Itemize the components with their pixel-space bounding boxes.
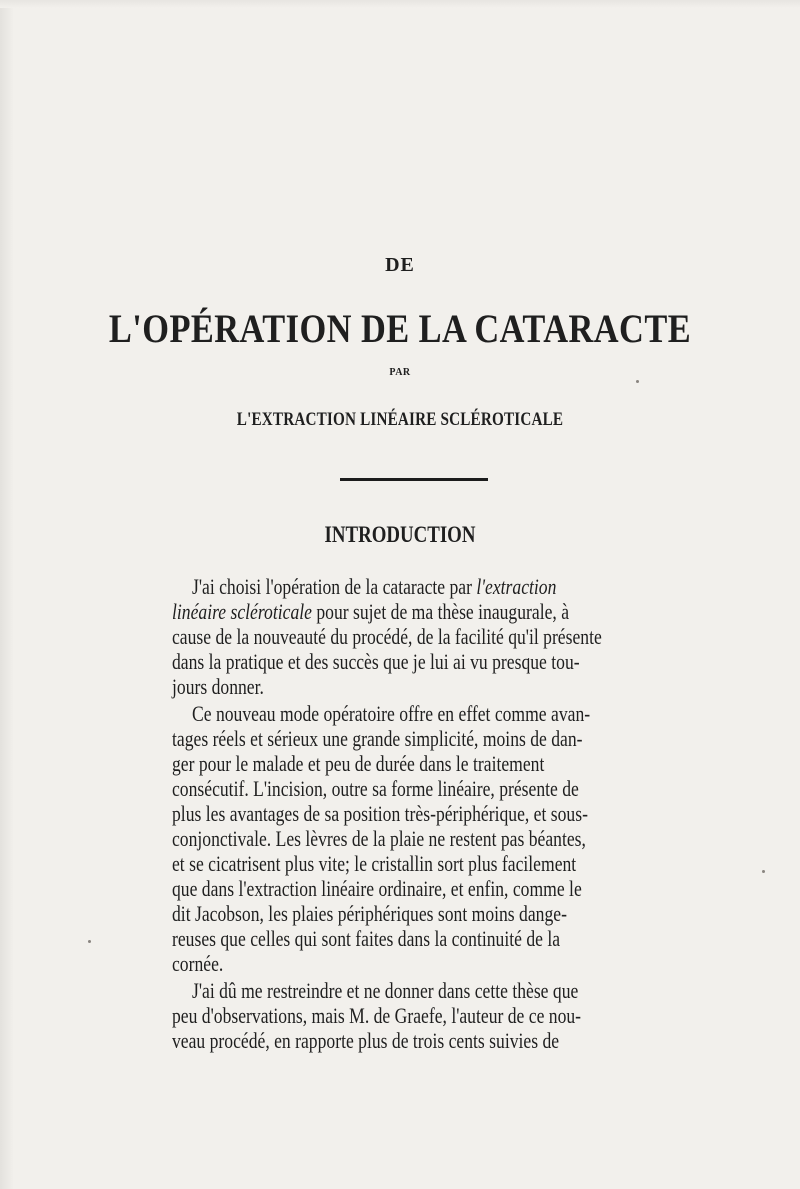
paragraph-line: veau procédé, en rapporte plus de trois cents suivies de (172, 1028, 560, 1053)
title-de: DE (385, 254, 415, 276)
paragraph-line (192, 574, 556, 600)
paragraph-line: plus les avantages de sa position très-périphérique, et sous- (172, 801, 588, 826)
paragraph-line: reuses que celles qui sont faites dans la continuité de la (172, 926, 561, 951)
title-rule (340, 478, 488, 481)
paragraph-line: cornée. (172, 951, 224, 976)
paragraph-line: conjonctivale. Les lèvres de la plaie ne restent pas béantes, (172, 826, 586, 851)
paragraph-line: dit Jacobson, les plaies périphériques sont moins dange- (172, 901, 567, 926)
paragraph-line: J'ai dû me restreindre et ne donner dans cette thèse que (192, 978, 579, 1003)
text-span: J'ai choisi l'opération de la cataracte par (192, 574, 477, 599)
paragraph-line: jours donner. (172, 674, 264, 699)
speck (636, 380, 639, 383)
paragraph-line: que dans l'extraction linéaire ordinaire, et enfin, comme le (172, 876, 582, 901)
paragraph-line: Ce nouveau mode opératoire offre en effet comme avan- (192, 701, 591, 726)
text-span: pour sujet de ma thèse inaugurale, à (311, 599, 570, 624)
page-left-shadow (0, 0, 14, 1189)
paragraph-line: cause de la nouveauté du procédé, de la facilité qu'il présente (172, 624, 602, 649)
paragraph-line: dans la pratique et des succès que je lui ai vu presque tou- (172, 649, 580, 674)
paragraph-line: consécutif. L'incision, outre sa forme linéaire, présente de (172, 776, 579, 801)
page-top-shadow (0, 0, 800, 8)
section-heading: INTRODUCTION (324, 522, 476, 547)
italic-text: l'extraction (476, 574, 557, 599)
paragraph-line: et se cicatrisent plus vite; le cristallin sort plus facilement (172, 851, 577, 876)
paragraph-line (172, 599, 569, 625)
paragraph-line: peu d'observations, mais M. de Graefe, l'auteur de ce nou- (172, 1003, 582, 1028)
title-par: PAR (389, 367, 411, 378)
subtitle: L'EXTRACTION LINÉAIRE SCLÉROTICALE (236, 409, 564, 430)
paragraph-line: tages réels et sérieux une grande simplicité, moins de dan- (172, 726, 583, 751)
paragraph-line: ger pour le malade et peu de durée dans le traitement (172, 751, 545, 776)
main-title: L'OPÉRATION DE LA CATARACTE (108, 306, 692, 351)
italic-text: linéaire scléroticale (172, 599, 312, 624)
speck (88, 940, 91, 943)
speck (762, 870, 765, 873)
